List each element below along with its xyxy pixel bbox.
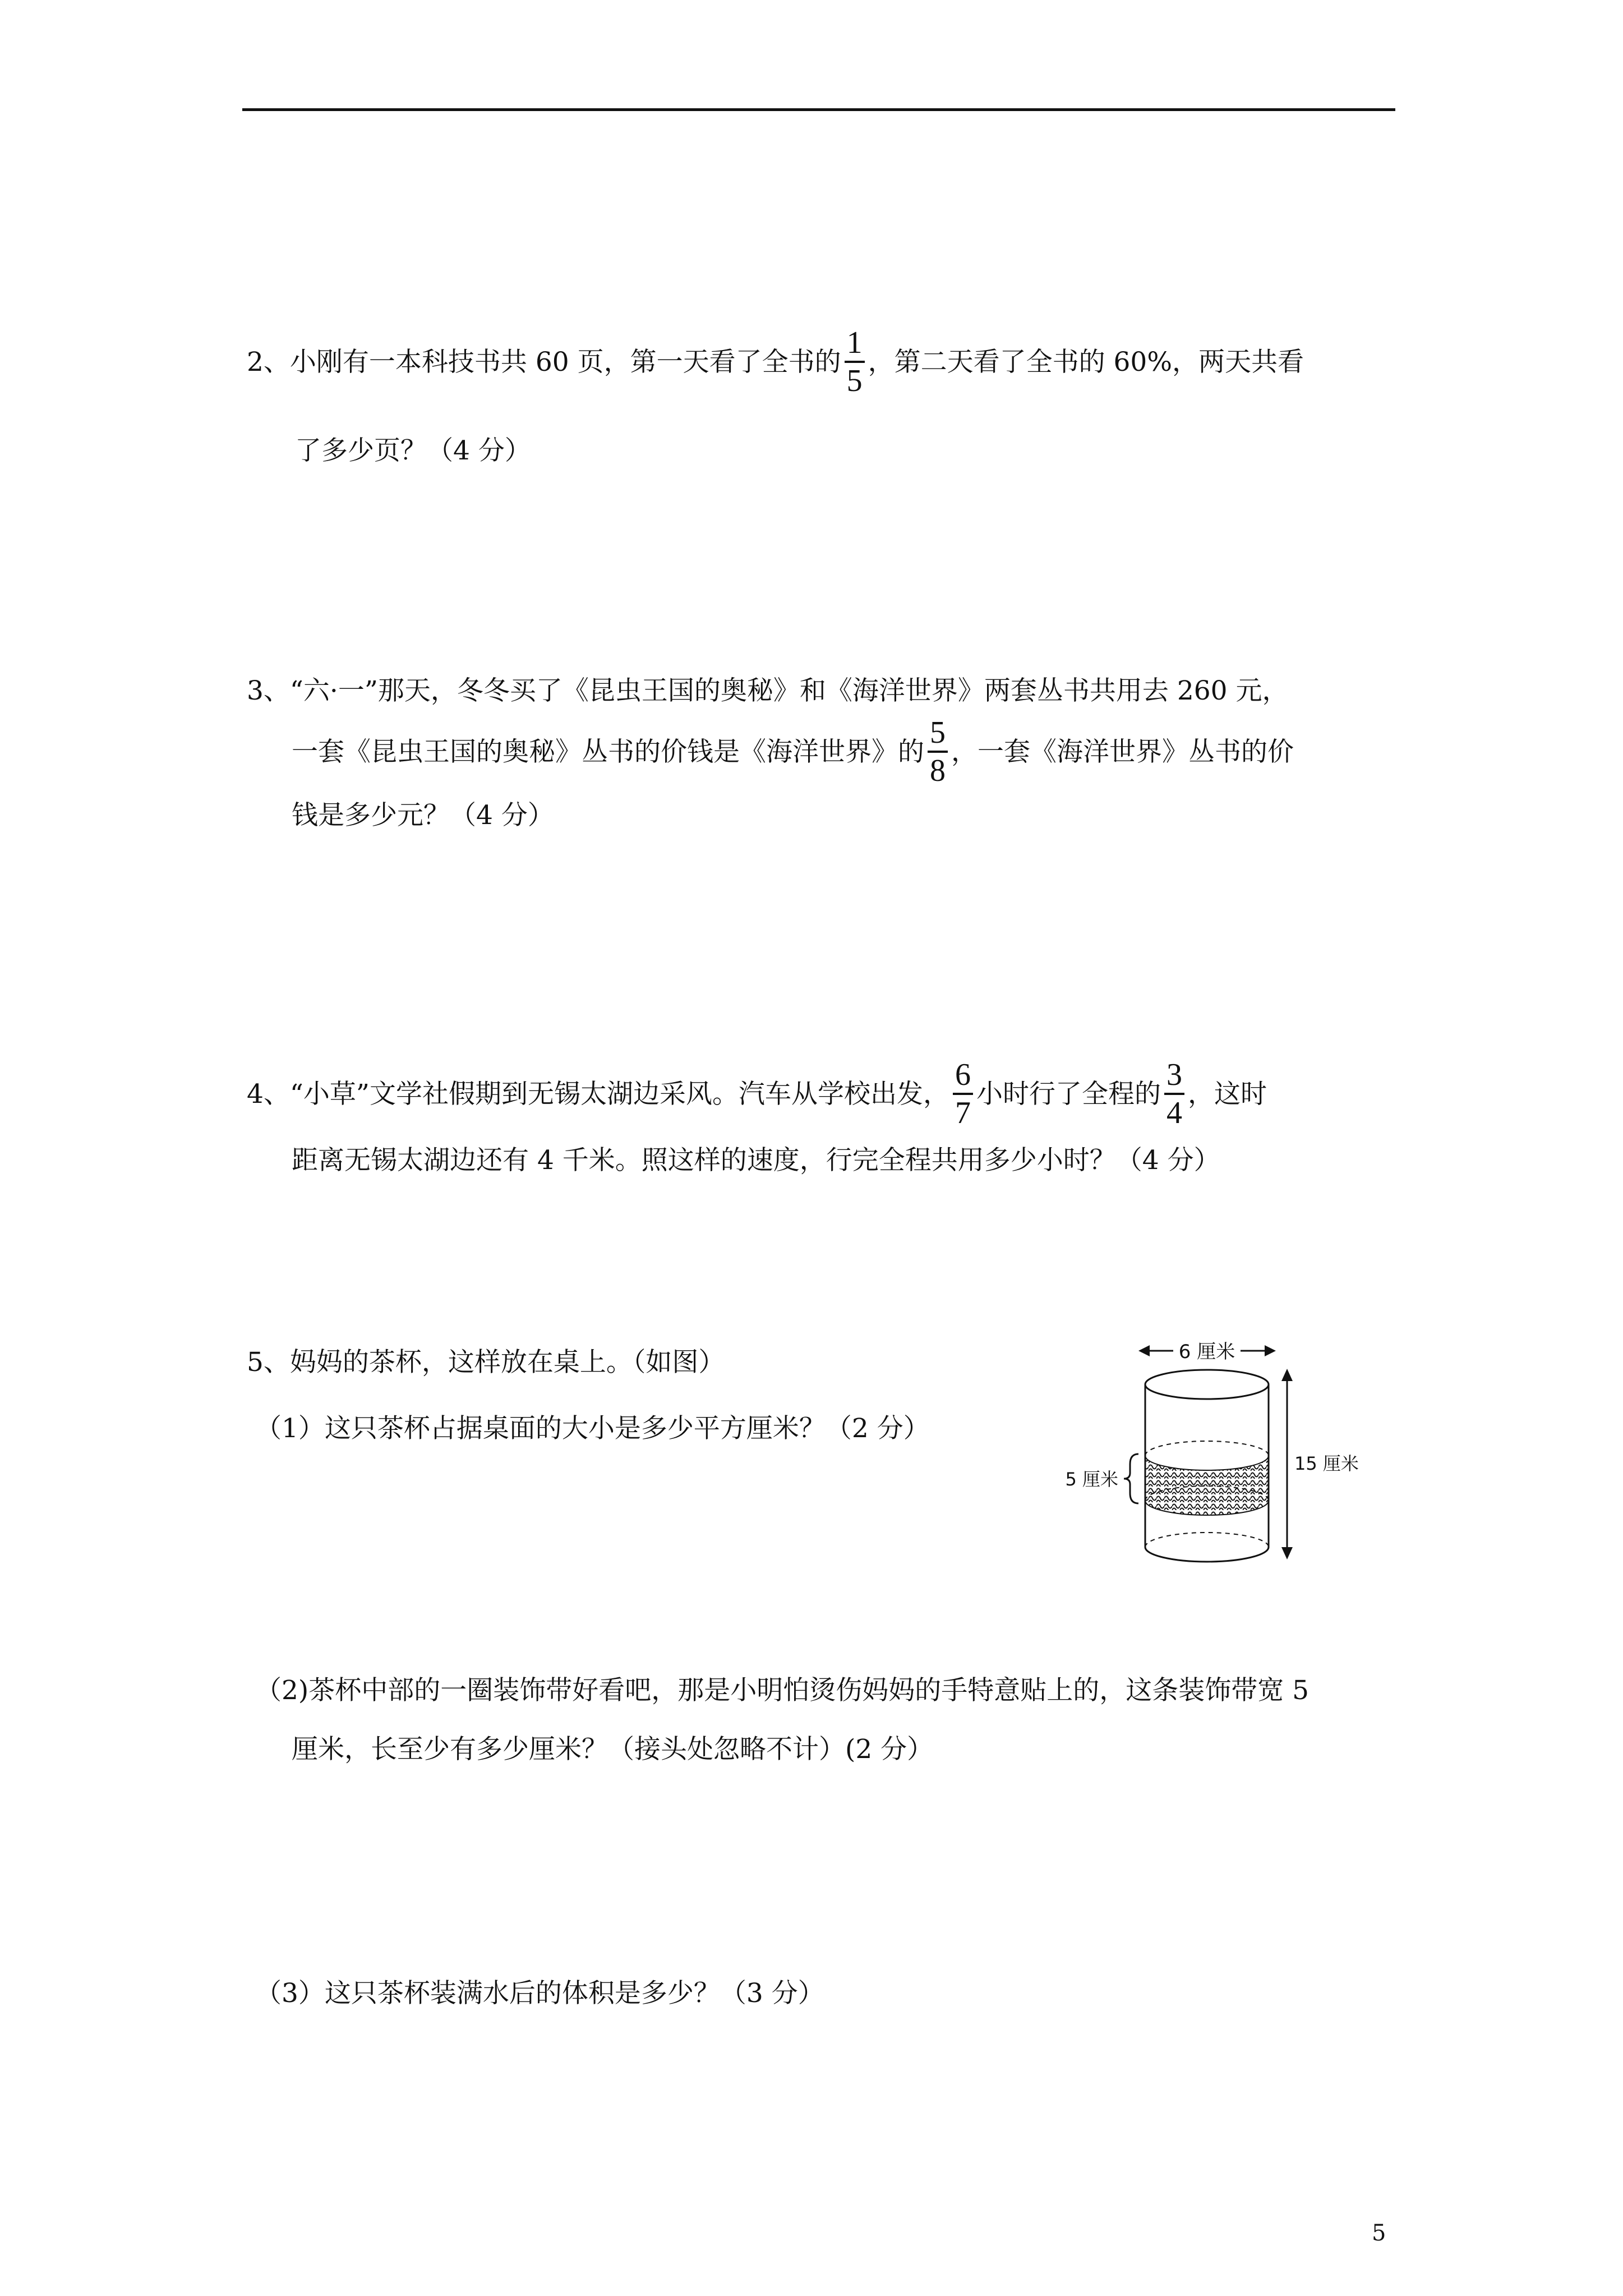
question-4-text-d: 距离无锡太湖边还有 4 千米。照这样的速度，行完全程共用多少小时？（4 分） — [292, 1145, 1220, 1176]
question-4-text-b: 小时行了全程的 — [976, 1078, 1161, 1110]
decorative-band — [1145, 1441, 1269, 1515]
question-5-sub-2-a: （2)茶杯中部的一圈装饰带好看吧，那是小明怕烫伤妈妈的手特意贴上的，这条装饰带宽 5 — [255, 1675, 1310, 1706]
diameter-label: 6 厘米 — [1178, 1341, 1235, 1363]
fraction-one-fifth: $\frac{1}{5}$ — [845, 325, 865, 399]
question-2-text-b: ，第二天看了全书的 60%，两天共看 — [868, 346, 1304, 378]
question-3-text-b: 一套《昆虫王国的奥秘》丛书的价钱是《海洋世界》的 — [292, 736, 924, 767]
question-5-sub-1: （1）这只茶杯占据桌面的大小是多少平方厘米？（2 分） — [255, 1413, 930, 1444]
band-brace — [1124, 1454, 1138, 1503]
height-arrow — [1281, 1369, 1293, 1559]
page-number: 5 — [1372, 2220, 1386, 2246]
question-3-text-a: 3、“六·一”那天，冬冬买了《昆虫王国的奥秘》和《海洋世界》两套丛书共用去 260 元， — [247, 675, 1289, 706]
fraction-five-eighths: $\frac{5}{8}$ — [928, 715, 948, 789]
band-label: 5 厘米 — [1065, 1469, 1118, 1490]
header-rule — [242, 108, 1395, 111]
question-2-text-a: 2、小刚有一本科技书共 60 页，第一天看了全书的 — [247, 346, 841, 378]
cup-figure — [1054, 1329, 1368, 1571]
question-2-text-c: 了多少页？（4 分） — [295, 435, 531, 466]
question-4-text-a: 4、“小草”文学社假期到无锡太湖边采风。汽车从学校出发， — [247, 1078, 949, 1110]
question-3-text-d: 钱是多少元？（4 分） — [292, 800, 554, 831]
fraction-six-sevenths: $\frac{6}{7}$ — [953, 1057, 973, 1131]
question-4-text-c: ，这时 — [1187, 1078, 1267, 1110]
question-5-sub-3: （3）这只茶杯装满水后的体积是多少？（3 分） — [255, 1978, 824, 2009]
fraction-three-quarters: $\frac{3}{4}$ — [1164, 1057, 1184, 1131]
height-label: 15 厘米 — [1294, 1453, 1359, 1474]
question-5-title: 5、妈妈的茶杯，这样放在桌上。（如图） — [247, 1347, 725, 1378]
question-3-text-c: ，一套《海洋世界》丛书的价 — [951, 736, 1294, 767]
question-5-sub-2-b: 厘米，长至少有多少厘米？（接头处忽略不计）(2 分） — [292, 1734, 934, 1765]
